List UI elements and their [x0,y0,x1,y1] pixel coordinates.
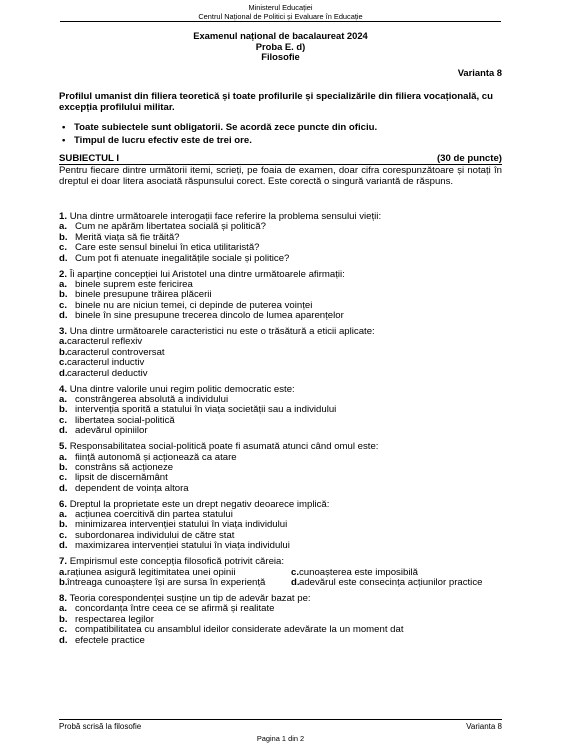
option-text: binele nu are niciun temei, ci depinde de puterea voinței [75,299,313,311]
items-list [59,212,505,651]
option-text: cunoașterea este imposibilă [299,566,418,578]
exam-title-line1: Examenul național de bacalaureat 2024 [193,30,368,41]
option-letter: c. [59,357,68,369]
item-option [59,311,505,321]
option-text: întreaga cunoaștere își are sursa în experiență [67,577,266,588]
option-text: minimizarea intervenției statului în viața individului [75,519,288,531]
option-text: Cum pot fi atenuate inegalitățile sociale și politice? [75,252,290,264]
exam-item [59,594,505,646]
item-number: 7. [59,556,68,568]
options-column-right [291,568,505,589]
exam-item [59,442,505,494]
exam-item [59,212,505,264]
option-text: maximizarea intervenției statului în viața individului [75,540,290,552]
option-letter: c. [59,529,68,541]
item-question-text: Îi aparține concepției lui Aristotel una dintre următoarele afirmații: [69,268,345,280]
option-text: efectele practice [75,634,145,646]
option-text: constrâns să acționeze [75,461,174,473]
option-letter: c. [59,624,68,636]
option-letter: d. [59,540,68,552]
center-name: Centrul Național de Politici și Evaluare în Educație [198,12,363,21]
option-text: caracterul reflexiv [67,336,143,348]
subject-heading [59,154,502,165]
option-text: binele presupune trăirea plăcerii [75,289,212,301]
option-letter: d. [59,482,68,494]
option-text: binele suprem este fericirea [75,278,193,290]
ministry-name: Ministerul Educației [248,3,313,12]
rule-text: Toate subiectele sunt obligatorii. Se acordă zece puncte din oficiu. [74,122,378,133]
exam-item [59,327,505,379]
bullet-icon: • [62,122,66,133]
subject-name: SUBIECTUL I [59,153,120,164]
footer-divider [59,719,502,720]
option-text: caracterul deductiv [67,367,148,379]
item-number: 5. [59,441,68,453]
option-letter: d. [59,367,68,379]
profile-statement: Profilul umanist din filiera teoretică și toate profilurile și specializările din filiera vocațională, cu excepția profilului militar. [59,91,493,113]
option-letter: c. [291,566,300,578]
exam-title-line2: Proba E. d) [255,40,306,52]
item-number: 6. [59,498,68,510]
subject-instructions: Pentru fiecare dintre următorii itemi, scrieți, pe foaia de examen, doar cifra corespunzătoare și notați în dreptul ei doar litera asociată răspunsului corect. Este corectă o singură variantă de răspuns. [59,165,502,187]
option-letter: d. [291,577,300,588]
option-text: adevărul opiniilor [75,425,148,437]
rule-item [59,121,505,134]
rule-text: Timpul de lucru efectiv este de trei ore. [74,135,252,146]
item-number: 1. [59,211,68,222]
option-text: dependent de voința altora [75,482,189,494]
option-letter: c. [59,472,68,484]
exam-item [59,500,505,552]
option-letter: a. [59,509,68,521]
exam-item [59,270,505,322]
item-question-text: Dreptul la proprietate este un drept negativ deoarece implică: [69,498,330,510]
item-option [291,578,505,588]
option-letter: a. [59,394,68,405]
option-letter: c. [59,414,68,426]
header-divider [60,21,501,22]
rules-list [59,121,505,147]
option-text: lipsit de discernământ [75,472,168,484]
option-text: Merită viața să fie trăită? [75,231,180,243]
item-question-text: Una dintre valorile unui regim politic democratic este: [69,383,295,395]
options-column-left [59,568,291,589]
option-letter: a. [59,336,68,348]
option-letter: d. [59,634,68,646]
footer-exam-name: Probă scrisă la filosofie [59,722,142,731]
option-letter: b. [59,289,68,301]
item-option [59,578,291,588]
option-text: subordonarea individului de către stat [75,529,235,541]
option-letter: a. [59,278,68,290]
option-text: libertatea social-politică [75,414,175,426]
option-text: concordanța între ceea ce se afirmă și realitate [75,603,275,615]
option-letter: d. [59,310,68,322]
option-letter: d. [59,425,68,437]
option-letter: c. [59,242,68,254]
page-number: Pagina 1 din 2 [256,734,305,743]
option-letter: b. [59,404,68,416]
item-question-text: Teoria corespondenței susține un tip de adevăr bazat pe: [69,592,311,604]
option-text: rațiunea asigură legitimitatea unei opinii [67,566,236,578]
option-text: binele în sine presupune trecerea dincolo de lumea aparențelor [75,310,344,322]
option-text: compatibilitatea cu ansamblul ideilor considerate adevărate la un moment dat [75,624,404,636]
option-letter: b. [59,231,68,243]
item-option [59,541,505,551]
option-letter: a. [59,451,68,463]
option-letter: b. [59,613,68,625]
option-text: acțiunea coercitivă din partea statului [75,509,233,521]
option-letter: a. [59,221,68,233]
option-letter: d. [59,252,68,264]
item-option [59,484,505,494]
option-text: adevărul este consecința acțiunilor practice [299,577,483,588]
exam-title [0,31,561,63]
option-text: constrângerea absolută a individului [75,394,229,405]
item-number: 4. [59,383,68,395]
options-grid [59,568,505,589]
footer-variant: Varianta 8 [466,722,502,731]
option-text: Care este sensul binelui în etica utilitaristă? [75,242,260,254]
exam-title-line3: Filosofie [261,51,300,62]
option-text: respectarea legilor [75,613,154,625]
option-letter: b. [59,461,68,473]
item-number: 3. [59,326,68,338]
item-option [59,369,505,379]
option-text: intervenția sporită a statului în viața societății sau a individului [75,404,337,416]
item-number: 8. [59,592,68,604]
option-letter: a. [59,603,68,615]
option-text: Cum ne apărăm libertatea socială și politică? [75,221,266,233]
exam-item [59,385,505,437]
item-option [59,254,505,264]
exam-item [59,557,505,588]
option-letter: b. [59,577,68,588]
item-question-text: Responsabilitatea social-politică poate fi asumată atunci când omul este: [69,441,379,453]
item-question-text: Empirismul este concepția filosofică potrivit căreia: [69,556,285,568]
subject-points: (30 de puncte) [436,153,502,164]
option-letter: b. [59,519,68,531]
option-text: caracterul controversat [67,346,165,358]
item-question-text: Una dintre următoarele caracteristici nu este o trăsătură a eticii aplicate: [69,326,375,338]
option-letter: b. [59,346,68,358]
option-letter: c. [59,299,68,311]
item-number: 2. [59,268,68,280]
option-letter: a. [59,566,68,578]
variant-label: Varianta 8 [457,67,502,78]
rule-item [59,134,505,147]
item-question-text: Una dintre următoarele interogații face referire la problema sensului vieții: [69,211,382,222]
option-text: ființă autonomă și acționează ca atare [75,451,237,463]
bullet-icon: • [62,135,66,146]
item-option [59,426,505,436]
item-option [59,636,505,646]
option-text: caracterul inductiv [67,357,145,369]
